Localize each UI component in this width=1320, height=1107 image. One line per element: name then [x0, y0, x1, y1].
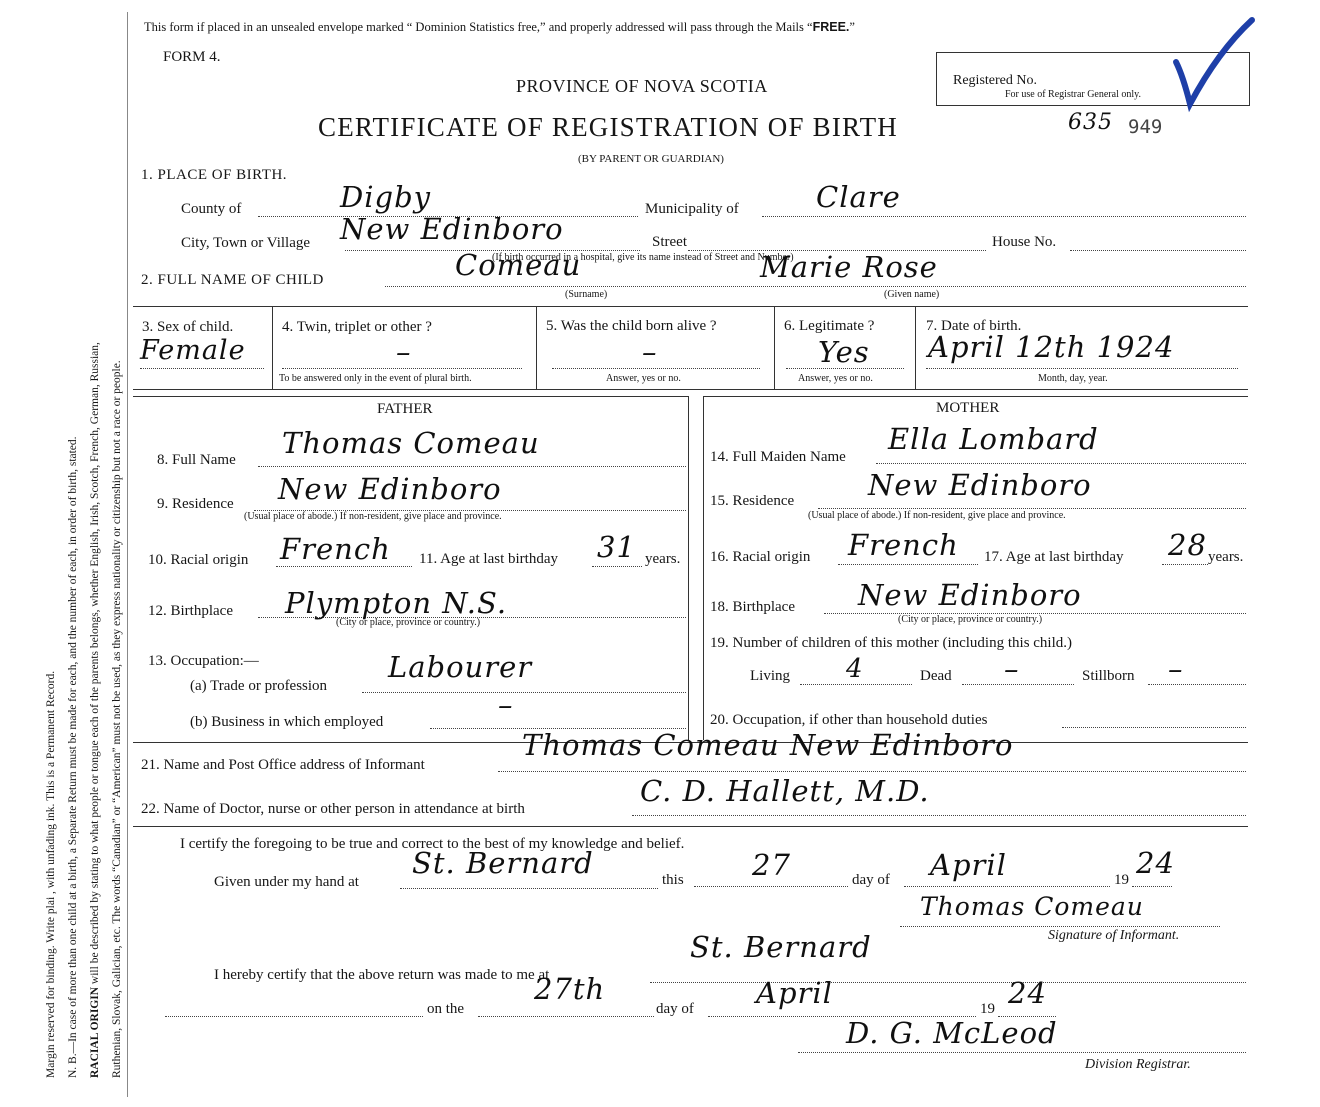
father-name-label: 8. Full Name [157, 452, 236, 468]
this-label: this [662, 872, 684, 888]
father-racial-label: 10. Racial origin [148, 552, 249, 568]
margin-note-racial-origin [88, 342, 102, 1078]
division-registrar-label: Division Registrar. [1085, 1057, 1191, 1072]
province-heading: PROVINCE OF NOVA SCOTIA [516, 76, 768, 96]
twin-value: – [396, 335, 412, 369]
city-value: New Edinboro [340, 212, 564, 246]
sex-value: Female [140, 335, 246, 366]
mother-occupation-line [1062, 727, 1246, 728]
mother-age-value: 28 [1168, 528, 1207, 562]
certificate-number-written: 635 [1068, 110, 1113, 135]
mother-name-value: Ella Lombard [888, 422, 1099, 456]
given-day-value: 27 [752, 848, 791, 882]
municipality-value: Clare [816, 180, 901, 214]
registrar-signature-line [798, 1052, 1246, 1053]
father-heading: FATHER [377, 401, 433, 417]
return-day-of-label: day of [656, 1001, 694, 1017]
mother-birthplace-note: (City or place, province or country.) [898, 614, 1043, 625]
father-age-value: 31 [597, 530, 636, 564]
father-racial-value: French [280, 532, 391, 566]
mother-box-left [703, 396, 704, 740]
dead-label: Dead [920, 668, 952, 684]
mother-age-line [1162, 564, 1208, 565]
alive-label: 5. Was the child born alive ? [546, 318, 717, 334]
return-place-line [650, 982, 1246, 983]
mother-racial-line [838, 564, 978, 565]
alive-value: – [642, 335, 658, 369]
given-day-line [694, 886, 848, 887]
father-box-top [133, 396, 689, 397]
alive-note: Answer, yes or no. [606, 373, 681, 384]
certificate-title: CERTIFICATE OF REGISTRATION OF BIRTH [318, 112, 898, 142]
father-occupation-label: 13. Occupation:— [148, 653, 259, 669]
trade-value: Labourer [388, 650, 533, 684]
dob-value: April 12th 1924 [928, 330, 1175, 364]
sex-line [140, 368, 264, 369]
doctor-label: 22. Name of Doctor, nurse or other person in attendance at birth [141, 801, 525, 817]
mother-age-label: 17. Age at last birthday [984, 549, 1124, 565]
father-residence-value: New Edinboro [278, 472, 502, 506]
return-day-value: 27th [534, 972, 606, 1006]
mother-residence-label: 15. Residence [710, 493, 795, 509]
dob-line [926, 368, 1238, 369]
municipality-label: Municipality of [645, 201, 739, 217]
dead-value: – [1004, 652, 1020, 686]
informant-signature: Thomas Comeau [920, 892, 1144, 921]
mother-racial-value: French [848, 528, 959, 562]
registrar-use-note: For use of Registrar General only. [1005, 89, 1141, 100]
stillborn-line [1148, 684, 1246, 685]
child-surname-value: Comeau [455, 248, 582, 282]
return-month-value: April [756, 976, 833, 1010]
given-year-line [1132, 886, 1172, 887]
stillborn-value: – [1168, 652, 1184, 686]
informant-value: Thomas Comeau New Edinboro [522, 728, 1014, 762]
father-racial-line [276, 566, 412, 567]
margin-note-nationality: Ruthenian, Slovak, Galician, etc. The words “Canadian” or “American” must not be used, as they express nationality or citizenship but not a race or people. [111, 360, 123, 1078]
margin-note-binding: Margin reserved for binding. Write plai , with unfading ink. This is a Permanent Record. [45, 670, 57, 1078]
given-year-prefix: 19 [1114, 872, 1129, 888]
given-month-value: April [930, 848, 1007, 882]
items-divider-4 [915, 306, 916, 389]
mother-box-top [703, 396, 1248, 397]
mother-residence-note: (Usual place of abode.) If non-resident, give place and province. [808, 510, 1066, 521]
house-label: House No. [992, 234, 1057, 250]
house-line [1070, 250, 1246, 251]
mother-residence-line [818, 508, 1246, 509]
living-value: 4 [846, 654, 864, 684]
items-box-top [133, 306, 1248, 307]
legitimate-value: Yes [818, 335, 870, 369]
twin-label: 4. Twin, triplet or other ? [282, 319, 432, 335]
checkmark-icon [1168, 14, 1258, 114]
mother-racial-label: 16. Racial origin [710, 549, 811, 565]
given-under-label: Given under my hand at [214, 874, 359, 890]
certificate-number-stamped: 949 [1128, 116, 1163, 138]
legitimate-note: Answer, yes or no. [798, 373, 873, 384]
doctor-line [632, 815, 1246, 816]
mother-birthplace-label: 18. Birthplace [710, 599, 795, 615]
return-place-value: St. Bernard [690, 930, 872, 964]
given-month-line [904, 886, 1110, 887]
mother-occupation-label: 20. Occupation, if other than household duties [710, 712, 988, 728]
father-age-label: 11. Age at last birthday [419, 551, 558, 567]
given-place-line [400, 888, 658, 889]
doctor-value: C. D. Hallett, M.D. [640, 774, 930, 808]
father-birthplace-label: 12. Birthplace [148, 603, 233, 619]
items-divider-3 [774, 306, 775, 389]
items-divider-2 [536, 306, 537, 389]
certification-top [133, 826, 1248, 827]
business-value: – [498, 688, 514, 722]
municipality-line [762, 216, 1246, 217]
informant-line [498, 771, 1246, 772]
county-label: County of [181, 201, 242, 217]
mother-name-label: 14. Full Maiden Name [710, 449, 846, 465]
informant-label: 21. Name and Post Office address of Informant [141, 757, 425, 773]
return-made-label: I hereby certify that the above return was made to me at [214, 967, 550, 983]
return-left-line [165, 1016, 423, 1017]
father-name-line [258, 466, 686, 467]
margin-binding-line [127, 12, 128, 1097]
mother-birthplace-value: New Edinboro [858, 578, 1082, 612]
stillborn-label: Stillborn [1082, 668, 1135, 684]
father-age-line [592, 566, 642, 567]
margin-note-separate-return: N. B.—In case of more than one child at a birth, a Separate Return must be made for each, and the number of each, in order of birth, stated. [67, 436, 79, 1078]
place-of-birth-label: 1. PLACE OF BIRTH. [141, 167, 288, 183]
child-name-label: 2. FULL NAME OF CHILD [141, 272, 324, 288]
father-residence-label: 9. Residence [157, 496, 234, 512]
sex-label: 3. Sex of child. [142, 319, 234, 335]
father-box-right [688, 396, 689, 740]
return-year-value: 24 [1008, 976, 1047, 1010]
child-name-line [385, 286, 1246, 287]
items-box-bottom [133, 389, 1248, 390]
legitimate-label: 6. Legitimate ? [784, 318, 875, 334]
given-name-caption: (Given name) [884, 289, 940, 300]
certificate-subtitle: (BY PARENT OR GUARDIAN) [578, 153, 724, 165]
twin-note: To be answered only in the event of plural birth. [279, 373, 472, 384]
given-year-value: 24 [1136, 846, 1175, 880]
day-of-label: day of [852, 872, 890, 888]
mail-notice [144, 20, 855, 35]
form-number: FORM 4. [163, 49, 221, 65]
certify-statement: I certify the foregoing to be true and correct to the best of my knowledge and belief. [180, 836, 685, 852]
dob-note: Month, day, year. [1038, 373, 1108, 384]
surname-caption: (Surname) [565, 289, 608, 300]
business-label: (b) Business in which employed [190, 714, 384, 730]
father-residence-note: (Usual place of abode.) If non-resident, give place and province. [244, 511, 502, 522]
mail-notice-free: FREE. [812, 20, 850, 34]
on-the-label: on the [427, 1001, 465, 1017]
mail-notice-close: ” [849, 20, 855, 34]
margin-racial-origin-text: will be described by stating to what people or tongue each of the parents belongs, whether English, Irish, Scotch, French, German, Russian, [89, 342, 101, 987]
mother-age-unit: years. [1208, 549, 1244, 565]
trade-label: (a) Trade or profession [190, 678, 328, 694]
return-day-line [478, 1016, 654, 1017]
city-label: City, Town or Village [181, 235, 311, 251]
mother-heading: MOTHER [936, 400, 1000, 416]
county-value: Digby [340, 180, 432, 214]
living-line [800, 684, 912, 685]
items-divider-1 [272, 306, 273, 389]
mother-residence-value: New Edinboro [868, 468, 1092, 502]
registrar-signature: D. G. McLeod [846, 1016, 1058, 1050]
mail-notice-text: This form if placed in an unsealed envelope marked “ Dominion Statistics free,” and properly addressed will pass through the Mails “ [144, 20, 813, 34]
child-given-value: Marie Rose [760, 250, 938, 284]
father-birthplace-note: (City or place, province or country.) [336, 617, 481, 628]
informant-signature-line [900, 926, 1220, 927]
father-age-unit: years. [645, 551, 681, 567]
street-label: Street [652, 234, 687, 250]
father-name-value: Thomas Comeau [282, 426, 540, 460]
hospital-note: (If birth occurred in a hospital, give its name instead of Street and Number) [492, 252, 794, 263]
informant-signature-label: Signature of Informant. [1048, 928, 1180, 943]
registered-no-label: Registered No. [953, 73, 1037, 88]
dob-label: 7. Date of birth. [926, 318, 1022, 334]
given-place-value: St. Bernard [412, 846, 594, 880]
father-birthplace-value: Plympton N.S. [285, 586, 508, 620]
trade-line [362, 692, 686, 693]
mother-name-line [876, 463, 1246, 464]
return-year-prefix: 19 [980, 1001, 995, 1017]
mother-children-label: 19. Number of children of this mother (including this child.) [710, 635, 1073, 651]
margin-racial-origin-bold: RACIAL ORIGIN [89, 986, 101, 1078]
living-label: Living [750, 668, 790, 684]
